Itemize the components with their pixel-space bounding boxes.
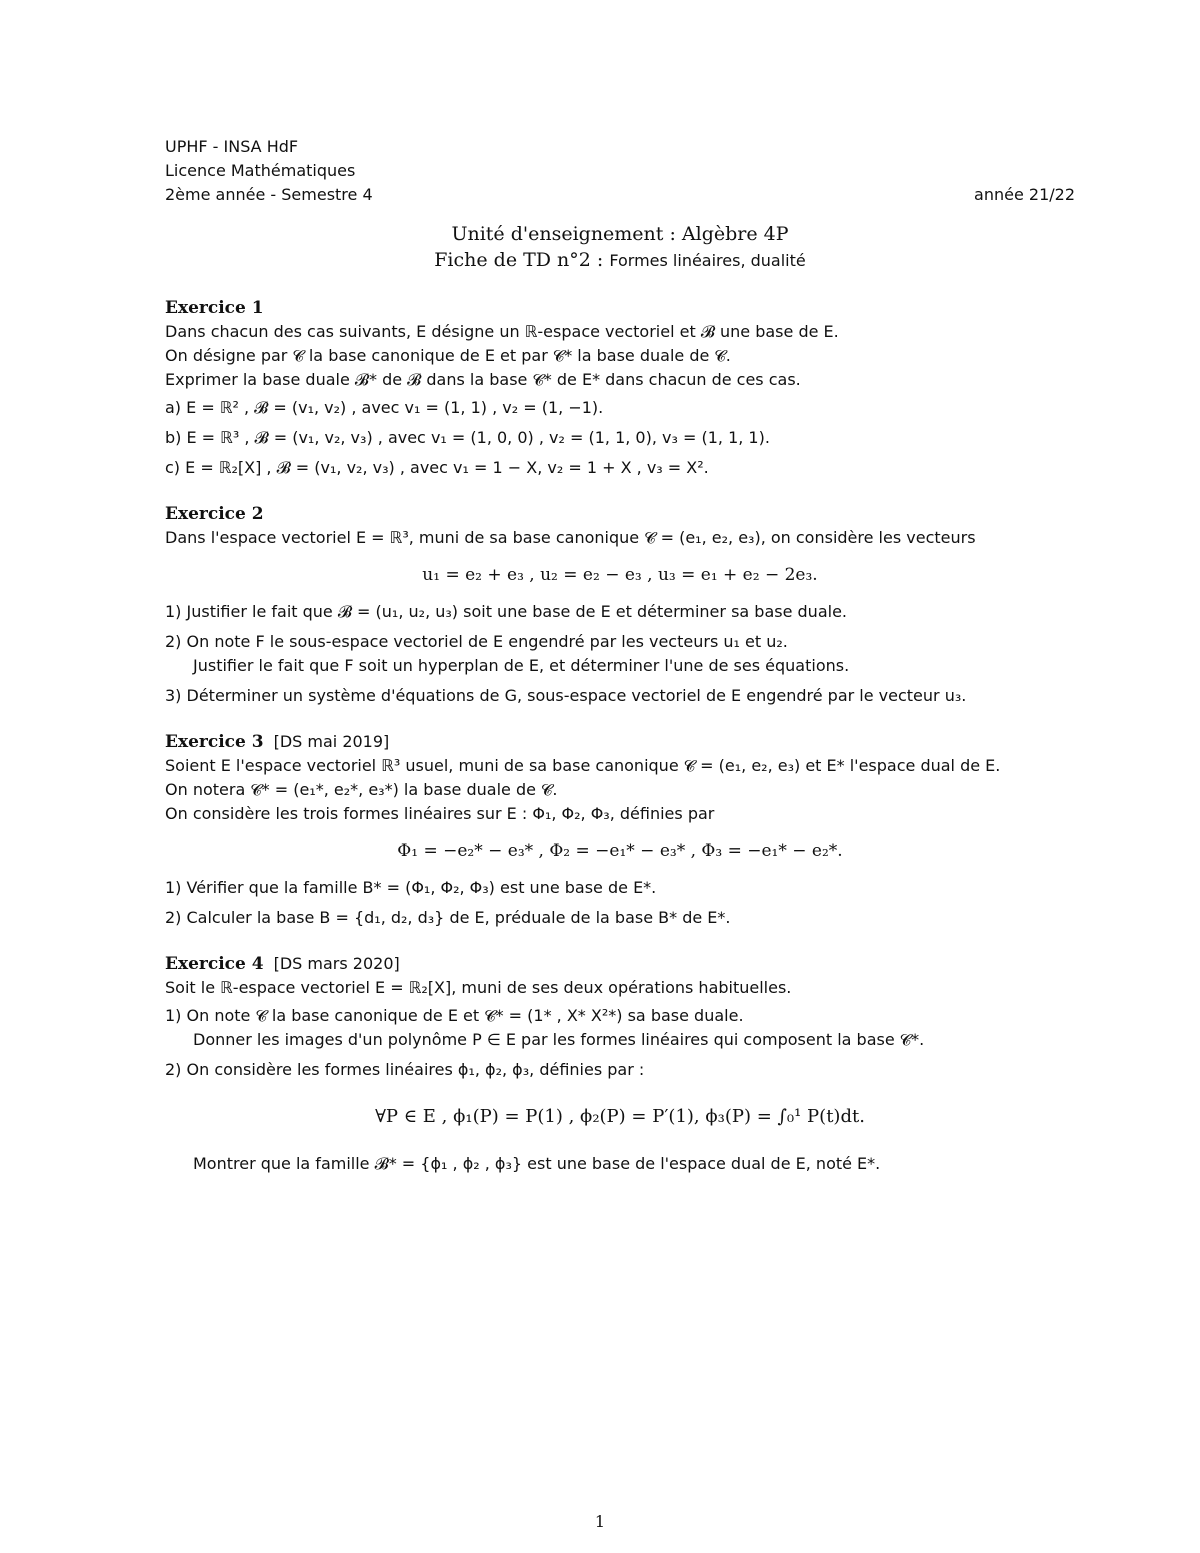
ex1-case-c: c) E = ℝ₂[X] , 𝓑 = (v₁, v₂, v₃) , avec v₁ = 1 − X, v₂ = 1 + X , v₃ = X². <box>165 458 709 477</box>
ex2-display-equation: u₁ = e₂ + e₃ , u₂ = e₂ − e₃ , u₃ = e₁ + e₂ − 2e₃. <box>422 565 818 585</box>
ex2-question-3: 3) Déterminer un système d'équations de G, sous-espace vectoriel de E engendré par le vecteur u₃. <box>165 686 967 705</box>
ex1-case-a: a) E = ℝ² , 𝓑 = (v₁, v₂) , avec v₁ = (1, 1) , v₂ = (1, −1). <box>165 398 604 417</box>
ex3-display-equation: Φ₁ = −e₂* − e₃* , Φ₂ = −e₁* − e₃* , Φ₃ = −e₁* − e₂*. <box>397 841 843 861</box>
ex1-line-1: Dans chacun des cas suivants, E désigne un ℝ-espace vectoriel et 𝓑 une base de E. <box>165 322 839 341</box>
program-line: Licence Mathématiques <box>165 161 356 180</box>
ex2-intro: Dans l'espace vectoriel E = ℝ³, muni de sa base canonique 𝓒 = (e₁, e₂, e₃), on considère les vecteurs <box>165 528 976 547</box>
sheet-title <box>165 247 1075 274</box>
ex3-title: Exercice 3 <box>165 732 264 752</box>
year-semester: 2ème année - Semestre 4 <box>165 185 373 204</box>
ex4-conclusion: Montrer que la famille 𝓑* = {ϕ₁ , ϕ₂ , ϕ₃} est une base de l'espace dual de E, noté E*. <box>193 1154 881 1173</box>
ex2-question-2b: Justifier le fait que F soit un hyperplan de E, et déterminer l'une de ses équations. <box>193 656 850 675</box>
ex3-question-1: 1) Vérifier que la famille B* = (Φ₁, Φ₂, Φ₃) est une base de E*. <box>165 878 657 897</box>
ex4-tag: [DS mars 2020] <box>273 954 400 973</box>
sheet-title-sub: Formes linéaires, dualité <box>609 251 806 270</box>
exercise-2-heading: Exercice 2 <box>165 504 264 524</box>
ex4-title: Exercice 4 <box>165 954 264 974</box>
exercise-3-heading <box>165 730 1075 754</box>
semester-row <box>165 183 1075 207</box>
ex3-line-2: On notera 𝓒* = (e₁*, e₂*, e₃*) la base duale de 𝓒. <box>165 780 558 799</box>
ex1-line-2: On désigne par 𝓒 la base canonique de E et par 𝓒* la base duale de 𝓒. <box>165 346 731 365</box>
ex1-case-b: b) E = ℝ³ , 𝓑 = (v₁, v₂, v₃) , avec v₁ = (1, 0, 0) , v₂ = (1, 1, 0), v₃ = (1, 1, 1). <box>165 428 770 447</box>
document-page <box>165 135 1075 1176</box>
ex3-tag: [DS mai 2019] <box>273 732 390 751</box>
ex4-display-equation: ∀P ∈ E , ϕ₁(P) = P(1) , ϕ₂(P) = P′(1), ϕ₃(P) = ∫₀¹ P(t)dt. <box>375 1106 865 1127</box>
academic-year: année 21/22 <box>974 185 1075 204</box>
ex4-question-1a: 1) On note 𝓒 la base canonique de E et 𝓒* = (1* , X* X²*) sa base duale. <box>165 1006 744 1025</box>
ex4-question-2: 2) On considère les formes linéaires ϕ₁, ϕ₂, ϕ₃, définies par : <box>165 1060 645 1079</box>
ex4-question-1b: Donner les images d'un polynôme P ∈ E par les formes linéaires qui composent la base 𝓒*. <box>193 1030 925 1049</box>
exercise-4-heading <box>165 952 1075 976</box>
ex1-line-3: Exprimer la base duale 𝓑* de 𝓑 dans la base 𝓒* de E* dans chacun de ces cas. <box>165 370 801 389</box>
sheet-title-main: Fiche de TD n°2 : <box>434 249 610 271</box>
ex3-question-2: 2) Calculer la base B = {d₁, d₂, d₃} de E, préduale de la base B* de E*. <box>165 908 731 927</box>
ex3-line-3: On considère les trois formes linéaires sur E : Φ₁, Φ₂, Φ₃, définies par <box>165 804 715 823</box>
institution-line: UPHF - INSA HdF <box>165 137 299 156</box>
exercise-1-heading: Exercice 1 <box>165 298 264 318</box>
ex3-line-1: Soient E l'espace vectoriel ℝ³ usuel, muni de sa base canonique 𝓒 = (e₁, e₂, e₃) et E* l'espace dual de E. <box>165 756 1001 775</box>
ex4-line-1: Soit le ℝ-espace vectoriel E = ℝ₂[X], muni de ses deux opérations habituelles. <box>165 978 792 997</box>
ex2-question-1: 1) Justifier le fait que 𝓑 = (u₁, u₂, u₃) soit une base de E et déterminer sa base duale. <box>165 602 847 621</box>
ex2-question-2a: 2) On note F le sous-espace vectoriel de E engendré par les vecteurs u₁ et u₂. <box>165 632 788 651</box>
unit-title: Unité d'enseignement : Algèbre 4P <box>451 223 789 245</box>
page-number: 1 <box>594 1512 606 1531</box>
